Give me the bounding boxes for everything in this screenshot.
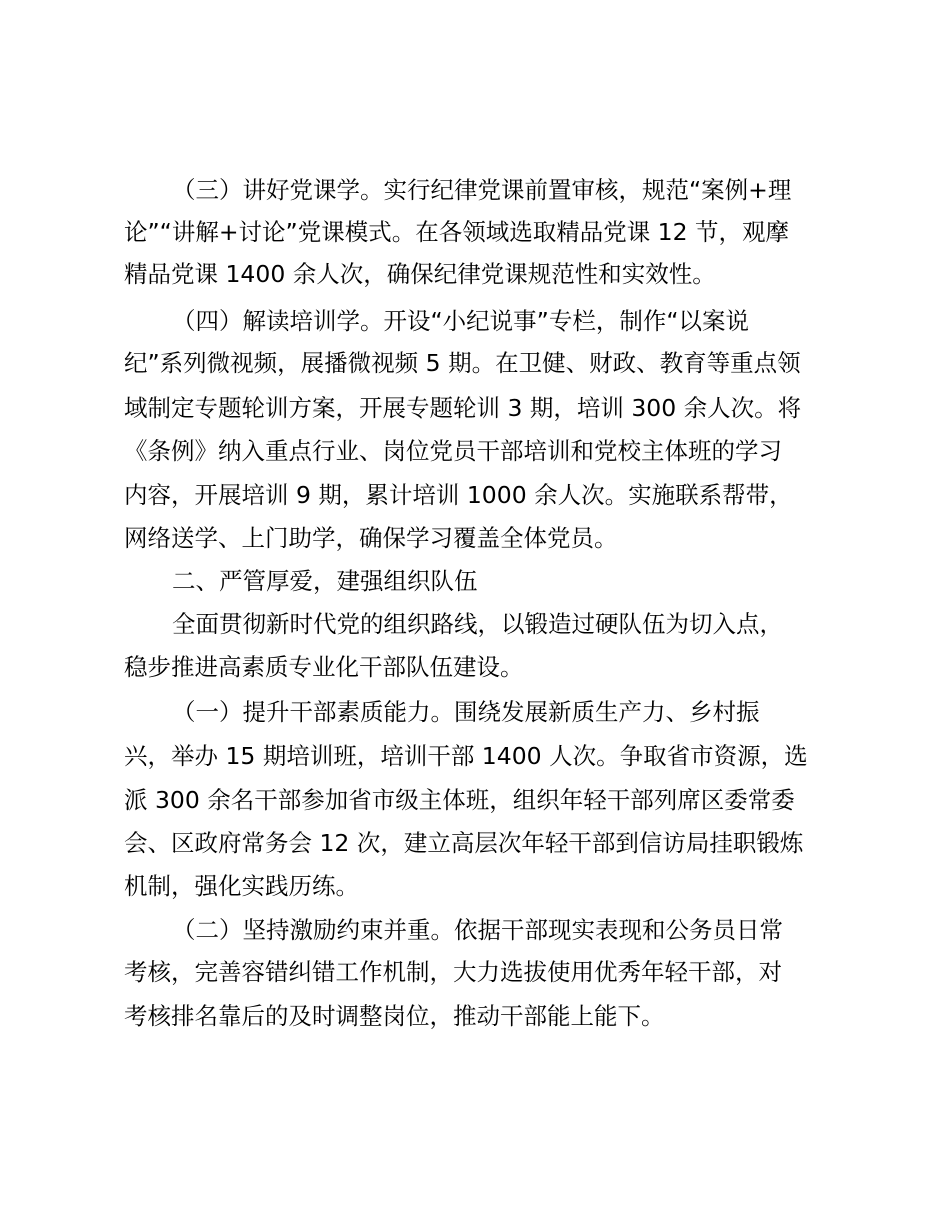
paragraph-line: 论”“讲解+讨论”党课模式。在各领域选取精品党课 12 节，观摩: [124, 218, 790, 246]
paragraph-line: 网络送学、上门助学，确保学习覆盖全体党员。: [124, 524, 618, 552]
paragraph-line: 全面贯彻新时代党的组织路线，以锻造过硬队伍为切入点，: [172, 610, 783, 638]
paragraph-line: （四）解读培训学。开设“小纪说事”专栏，制作“以案说: [172, 307, 750, 335]
paragraph-line: 派 300 余名干部参加省市级主体班，组织年轻干部列席区委常委: [124, 786, 795, 814]
paragraph-line: 会、区政府常务会 12 次，建立高层次年轻干部到信访局挂职锻炼: [124, 829, 804, 857]
paragraph-line: 内容，开展培训 9 期，累计培训 1000 余人次。实施联系帮带，: [124, 481, 793, 509]
paragraph-line: 稳步推进高素质专业化干部队伍建设。: [124, 653, 524, 681]
paragraph-line: （三）讲好党课学。实行纪律党课前置审核，规范“案例+理: [172, 176, 792, 204]
paragraph-line: 考核排名靠后的及时调整岗位，推动干部能上能下。: [124, 1002, 665, 1030]
paragraph-line: （一）提升干部素质能力。围绕发展新质生产力、乡村振: [172, 698, 760, 726]
paragraph-line: 兴，举办 15 期培训班，培训干部 1400 人次。争取省市资源，选: [124, 742, 808, 770]
paragraph-line: 纪”系列微视频，展播微视频 5 期。在卫健、财政、教育等重点领: [124, 349, 801, 377]
paragraph-line: 机制，强化实践历练。: [124, 872, 359, 900]
paragraph-line: 《条例》纳入重点行业、岗位党员干部培训和党校主体班的学习: [124, 437, 782, 465]
paragraph-line: 域制定专题轮训方案，开展专题轮训 3 期，培训 300 余人次。将: [124, 394, 802, 422]
paragraph-line: 考核，完善容错纠错工作机制，大力选拔使用优秀年轻干部，对: [124, 958, 782, 986]
paragraph-line: （二）坚持激励约束并重。依据干部现实表现和公务员日常: [172, 916, 783, 944]
section-heading: 二、严管厚爱，建强组织队伍: [172, 567, 478, 595]
paragraph-line: 精品党课 1400 余人次，确保纪律党课规范性和实效性。: [124, 260, 716, 288]
